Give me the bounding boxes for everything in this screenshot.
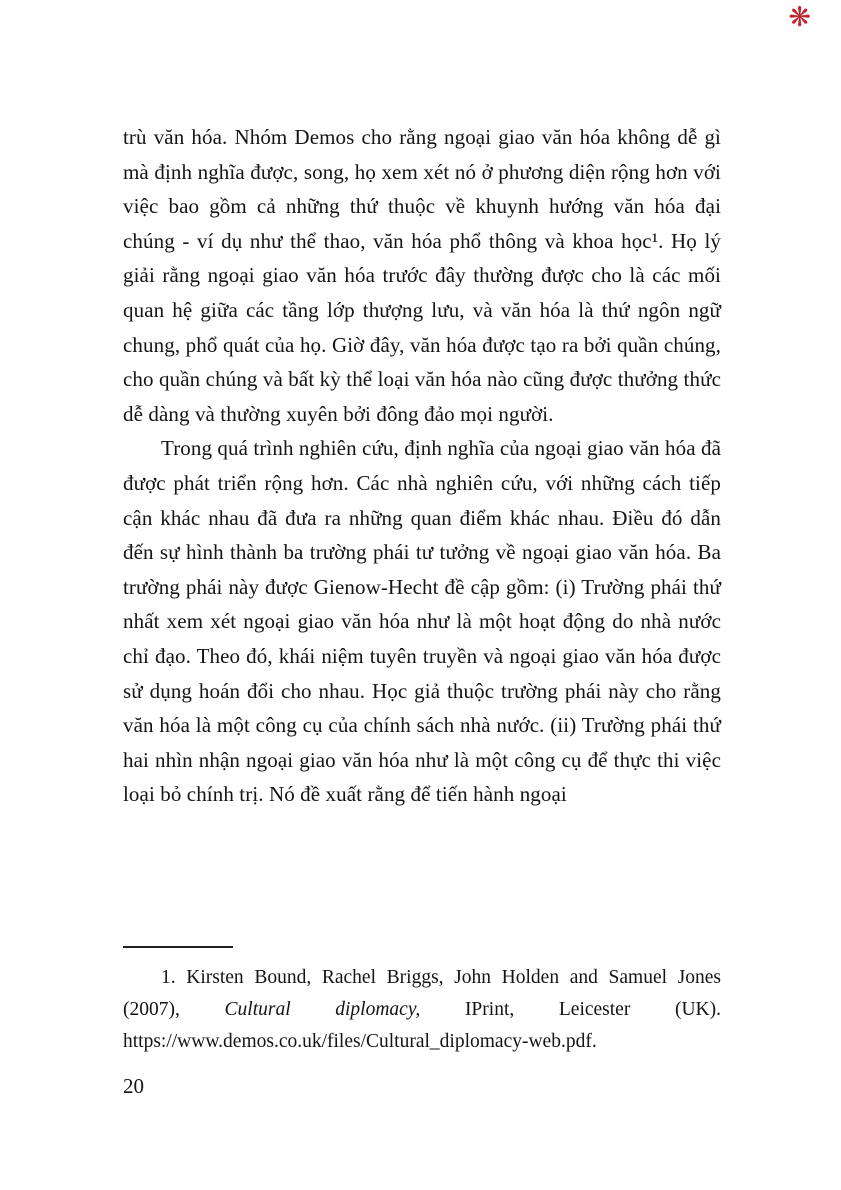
page-number: 20: [123, 1074, 144, 1098]
paragraph: Trong quá trình nghiên cứu, định nghĩa của ngoại giao văn hóa đã được phát triển rộng hơn. Các nhà nghiên cứu, với những cách tiếp cận khác nhau đã đưa ra những quan điểm khác nhau. Điều đó dẫn đến sự hình thành ba trường phái tư tưởng về ngoại giao văn hóa. Ba trường phái này được Gienow-Hecht đề cập gồm: (i) Trường phái thứ nhất xem xét ngoại giao văn hóa như là một hoạt động do nhà nước chỉ đạo. Theo đó, khái niệm tuyên truyền và ngoại giao văn hóa được sử dụng hoán đổi cho nhau. Học giả thuộc trường phái này cho rằng văn hóa là một công cụ của chính sách nhà nước. (ii) Trường phái thứ hai nhìn nhận ngoại giao văn hóa như là một công cụ để thực thi việc loại bỏ chính trị. Nó đề xuất rằng để tiến hành ngoại: [123, 436, 721, 807]
flower-ornament-icon: ❋: [788, 2, 811, 33]
footnote-citation-tail: IPrint, Leicester (UK). https://www.demos.co.uk/files/Cultural_diplomacy-web.pdf.: [123, 999, 721, 1052]
body-text: [123, 120, 721, 812]
footnote-citation: 1. Kirsten Bound, Rachel Briggs, John Holden and Samuel Jones (2007),: [123, 967, 721, 1020]
footnote-separator: [123, 946, 233, 948]
paragraph-continued: trù văn hóa. Nhóm Demos cho rằng ngoại giao văn hóa không dễ gì mà định nghĩa được, song, họ xem xét nó ở phương diện rộng hơn với việc bao gồm cả những thứ thuộc về khuynh hướng văn hóa đại chúng - ví dụ như thể thao, văn hóa phổ thông và khoa học¹. Họ lý giải rằng ngoại giao văn hóa trước đây thường được cho là các mối quan hệ giữa các tầng lớp thượng lưu, và văn hóa là thứ ngôn ngữ chung, phổ quát của họ. Giờ đây, văn hóa được tạo ra bởi quần chúng, cho quần chúng và bất kỳ thể loại văn hóa nào cũng được thưởng thức dễ dàng và thường xuyên bởi đông đảo mọi người.: [123, 125, 721, 426]
footnote: [123, 962, 721, 1058]
footnote-work-title: Cultural diplomacy,: [224, 999, 421, 1020]
